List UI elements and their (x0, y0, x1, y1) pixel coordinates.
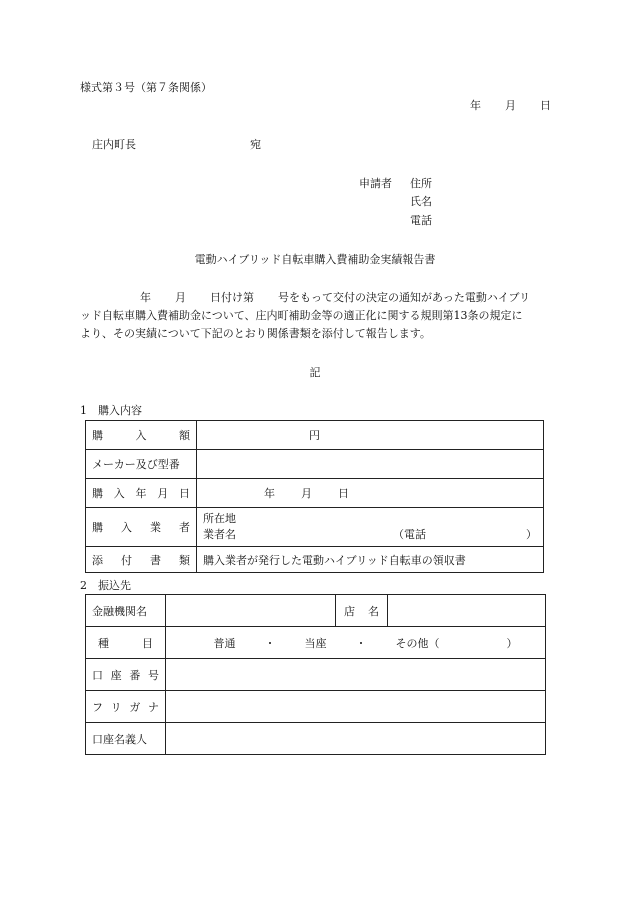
account-number-label (86, 659, 166, 691)
dot-separator: ・ (355, 636, 367, 650)
option-other[interactable]: その他（ (395, 636, 440, 650)
option-futsu[interactable]: 普通 (213, 636, 236, 650)
amount-label-char: 額 (179, 429, 190, 442)
bank-value-cell[interactable] (166, 595, 336, 627)
branch-value-cell[interactable] (388, 595, 546, 627)
body-line-1 (140, 291, 530, 305)
furigana-label-char: リ (110, 700, 122, 714)
amount-value-cell[interactable] (197, 421, 544, 450)
purchase-day: 日 (338, 487, 349, 500)
purchase-date-label-char: 購 (92, 487, 103, 500)
docs-label-char: 添 (92, 553, 103, 567)
account-holder-value-cell[interactable] (166, 723, 546, 755)
body-year: 年 (140, 291, 151, 304)
maker-label: メーカー及び型番 (86, 450, 197, 479)
purchase-table (85, 420, 544, 573)
row-amount (86, 421, 544, 450)
body-month: 月 (175, 291, 186, 304)
applicant-name: 氏名 (410, 195, 432, 208)
addressee-name: 庄内町長 (92, 138, 136, 151)
row-account-type (86, 627, 546, 659)
date-line (470, 99, 551, 113)
vendor-name-line (203, 527, 537, 543)
option-other-close: ） (506, 636, 518, 650)
branch-label (336, 595, 388, 627)
section1-heading: 1 購入内容 (80, 404, 142, 417)
account-number-label-char: 号 (147, 668, 159, 682)
account-number-value-cell[interactable] (166, 659, 546, 691)
section2-heading: 2 振込先 (80, 579, 131, 592)
branch-label-char: 名 (368, 604, 379, 618)
addressee-suffix: 宛 (250, 138, 261, 151)
docs-label-char: 書 (150, 553, 161, 567)
account-holder-label: 口座名義人 (86, 723, 166, 755)
purchase-year: 年 (264, 487, 275, 500)
purchase-date-value-cell[interactable] (197, 479, 544, 508)
body-line-3: より、その実績について下記のとおり関係書類を添付して報告します。 (80, 327, 431, 340)
account-type-label-char: 目 (142, 636, 153, 650)
purchase-date-label (86, 479, 197, 508)
amount-label-char: 購 (92, 429, 103, 442)
furigana-label-char: フ (92, 700, 103, 714)
date-day: 日 (540, 99, 551, 112)
amount-label-char: 入 (135, 429, 147, 442)
vendor-label (86, 508, 197, 547)
document-title: 電動ハイブリッド自転車購入費補助金実績報告書 (194, 253, 436, 266)
vendor-value-cell[interactable] (197, 508, 544, 547)
docs-label-char: 類 (179, 553, 190, 567)
docs-value: 購入業者が発行した電動ハイブリッド自転車の領収書 (197, 547, 544, 573)
furigana-label-char: ナ (147, 700, 159, 714)
purchase-date-label-char: 日 (179, 487, 190, 500)
account-number-label-char: 番 (129, 668, 141, 682)
purchase-month: 月 (301, 487, 312, 500)
furigana-value-cell[interactable] (166, 691, 546, 723)
row-docs (86, 547, 544, 573)
vendor-label-char: 者 (179, 521, 190, 534)
row-account-number (86, 659, 546, 691)
row-maker (86, 450, 544, 479)
vendor-location-label: 所在地 (203, 512, 236, 525)
date-month: 月 (505, 99, 516, 112)
account-type-label-char: 種 (98, 636, 109, 650)
option-touza[interactable]: 当座 (304, 636, 327, 650)
furigana-label (86, 691, 166, 723)
body-number-suffix: 号をもって交付の決定の通知があった電動ハイブリ (278, 291, 531, 304)
vendor-name-label: 業者名 (203, 528, 236, 541)
form-id: 様式第３号（第７条関係） (80, 81, 212, 94)
row-bank (86, 595, 546, 627)
vendor-label-char: 業 (150, 521, 161, 534)
amount-unit: 円 (309, 429, 320, 442)
purchase-date-label-char: 月 (157, 487, 169, 500)
vendor-label-char: 入 (121, 521, 132, 534)
body-day-suffix: 日付け第 (210, 291, 254, 304)
docs-label (86, 547, 197, 573)
amount-label (86, 421, 197, 450)
dot-separator: ・ (264, 636, 276, 650)
account-type-label (86, 627, 166, 659)
vendor-label-char: 購 (92, 521, 103, 534)
account-number-label-char: 口 (92, 668, 103, 682)
row-account-holder (86, 723, 546, 755)
purchase-date-label-char: 入 (113, 487, 125, 500)
body-line-2: ッド自転車購入費補助金について、庄内町補助金等の適正化に関する規則第13条の規定に (80, 309, 523, 322)
bank-label: 金融機関名 (86, 595, 166, 627)
docs-label-char: 付 (121, 553, 132, 567)
row-purchase-date (86, 479, 544, 508)
date-year: 年 (470, 99, 481, 112)
purchase-date-label-char: 年 (135, 487, 147, 500)
applicant-address: 住所 (410, 177, 432, 190)
account-number-label-char: 座 (110, 668, 122, 682)
ki-heading: 記 (309, 366, 321, 379)
applicant-label: 申請者 (359, 177, 392, 190)
branch-label-char: 店 (344, 604, 355, 618)
row-furigana (86, 691, 546, 723)
account-type-options (166, 627, 546, 659)
maker-value-cell[interactable] (197, 450, 544, 479)
applicant-phone: 電話 (410, 214, 432, 227)
bank-table (85, 594, 546, 755)
furigana-label-char: ガ (129, 700, 141, 714)
vendor-phone-open: （電話 (393, 528, 426, 541)
row-vendor (86, 508, 544, 547)
vendor-phone-close: ） (526, 528, 537, 541)
